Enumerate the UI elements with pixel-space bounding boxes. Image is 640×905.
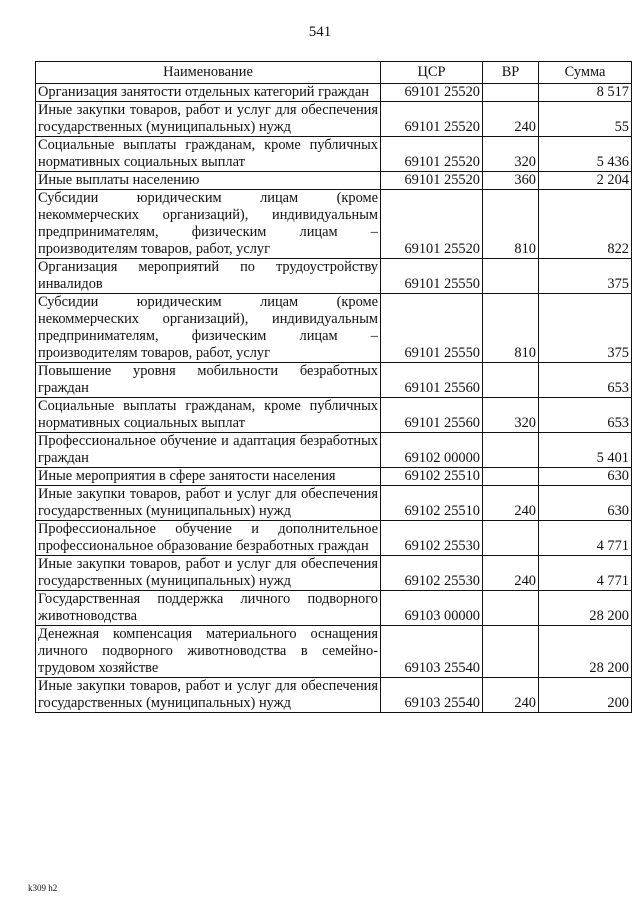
cell-vr: 360 <box>483 172 539 190</box>
cell-csr: 69102 25530 <box>381 556 483 591</box>
cell-csr: 69101 25520 <box>381 172 483 190</box>
cell-name: Иные мероприятия в сфере занятости населения <box>36 468 381 486</box>
table-row <box>36 102 632 137</box>
table-row <box>36 521 632 556</box>
cell-sum: 630 <box>539 468 632 486</box>
table-row <box>36 678 632 713</box>
cell-sum: 2 204 <box>539 172 632 190</box>
cell-csr: 69101 25520 <box>381 102 483 137</box>
cell-sum: 4 771 <box>539 556 632 591</box>
cell-sum: 375 <box>539 259 632 294</box>
table-header-row <box>36 62 632 84</box>
table-row <box>36 84 632 102</box>
table-row <box>36 486 632 521</box>
cell-csr: 69101 25520 <box>381 190 483 259</box>
table-row <box>36 190 632 259</box>
cell-name: Профессиональное обучение и дополнительное профессиональное образование безработных граждан <box>36 521 381 556</box>
cell-csr: 69103 25540 <box>381 678 483 713</box>
cell-csr: 69103 00000 <box>381 591 483 626</box>
cell-name: Иные закупки товаров, работ и услуг для обеспечения государственных (муниципальных) нужд <box>36 556 381 591</box>
cell-name: Организация занятости отдельных категорий граждан <box>36 84 381 102</box>
cell-vr: 240 <box>483 102 539 137</box>
cell-name: Иные выплаты населению <box>36 172 381 190</box>
cell-vr <box>483 468 539 486</box>
table-row <box>36 468 632 486</box>
cell-vr: 240 <box>483 486 539 521</box>
cell-sum: 653 <box>539 363 632 398</box>
cell-name: Денежная компенсация материального оснащения личного подворного животноводства в семейно-трудовом хозяйстве <box>36 626 381 678</box>
cell-name: Повышение уровня мобильности безработных граждан <box>36 363 381 398</box>
table-row <box>36 259 632 294</box>
cell-vr <box>483 259 539 294</box>
header-vr: ВР <box>483 62 539 84</box>
cell-sum: 653 <box>539 398 632 433</box>
cell-vr: 240 <box>483 678 539 713</box>
footer-code: k309 h2 <box>28 883 58 893</box>
table-row <box>36 398 632 433</box>
cell-csr: 69101 25560 <box>381 363 483 398</box>
cell-sum: 55 <box>539 102 632 137</box>
cell-vr: 810 <box>483 294 539 363</box>
cell-name: Иные закупки товаров, работ и услуг для обеспечения государственных (муниципальных) нужд <box>36 486 381 521</box>
cell-name: Иные закупки товаров, работ и услуг для обеспечения государственных (муниципальных) нужд <box>36 102 381 137</box>
table-row <box>36 172 632 190</box>
cell-sum: 5 436 <box>539 137 632 172</box>
cell-sum: 630 <box>539 486 632 521</box>
cell-sum: 28 200 <box>539 626 632 678</box>
cell-name: Социальные выплаты гражданам, кроме публичных нормативных социальных выплат <box>36 398 381 433</box>
cell-csr: 69102 00000 <box>381 433 483 468</box>
header-name: Наименование <box>36 62 381 84</box>
table-body <box>36 84 632 713</box>
cell-name: Организация мероприятий по трудоустройству инвалидов <box>36 259 381 294</box>
cell-name: Государственная поддержка личного подворного животноводства <box>36 591 381 626</box>
table-row <box>36 556 632 591</box>
cell-name: Субсидии юридическим лицам (кроме некоммерческих организаций), индивидуальным предпринимателям, физическим лицам – производителям товаров, работ, услуг <box>36 190 381 259</box>
cell-sum: 4 771 <box>539 521 632 556</box>
table-row <box>36 591 632 626</box>
cell-vr <box>483 84 539 102</box>
cell-vr <box>483 433 539 468</box>
cell-name: Социальные выплаты гражданам, кроме публичных нормативных социальных выплат <box>36 137 381 172</box>
cell-csr: 69101 25560 <box>381 398 483 433</box>
cell-sum: 822 <box>539 190 632 259</box>
cell-csr: 69101 25520 <box>381 84 483 102</box>
cell-csr: 69102 25530 <box>381 521 483 556</box>
page-number: 541 <box>308 24 332 40</box>
cell-csr: 69102 25510 <box>381 486 483 521</box>
cell-csr: 69101 25520 <box>381 137 483 172</box>
table-row <box>36 294 632 363</box>
table-row <box>36 137 632 172</box>
cell-csr: 69102 25510 <box>381 468 483 486</box>
cell-vr <box>483 591 539 626</box>
cell-csr: 69101 25550 <box>381 294 483 363</box>
cell-vr: 320 <box>483 398 539 433</box>
cell-name: Иные закупки товаров, работ и услуг для обеспечения государственных (муниципальных) нужд <box>36 678 381 713</box>
cell-name: Профессиональное обучение и адаптация безработных граждан <box>36 433 381 468</box>
cell-vr <box>483 626 539 678</box>
cell-vr: 810 <box>483 190 539 259</box>
cell-sum: 200 <box>539 678 632 713</box>
cell-csr: 69101 25550 <box>381 259 483 294</box>
cell-sum: 28 200 <box>539 591 632 626</box>
table-row <box>36 626 632 678</box>
cell-sum: 375 <box>539 294 632 363</box>
header-csr: ЦСР <box>381 62 483 84</box>
cell-csr: 69103 25540 <box>381 626 483 678</box>
cell-vr <box>483 521 539 556</box>
cell-vr <box>483 363 539 398</box>
cell-vr: 240 <box>483 556 539 591</box>
budget-table <box>35 61 632 713</box>
cell-sum: 8 517 <box>539 84 632 102</box>
cell-vr: 320 <box>483 137 539 172</box>
cell-name: Субсидии юридическим лицам (кроме некоммерческих организаций), индивидуальным предпринимателям, физическим лицам – производителям товаров, работ, услуг <box>36 294 381 363</box>
table-row <box>36 363 632 398</box>
header-sum: Сумма <box>539 62 632 84</box>
cell-sum: 5 401 <box>539 433 632 468</box>
table-row <box>36 433 632 468</box>
